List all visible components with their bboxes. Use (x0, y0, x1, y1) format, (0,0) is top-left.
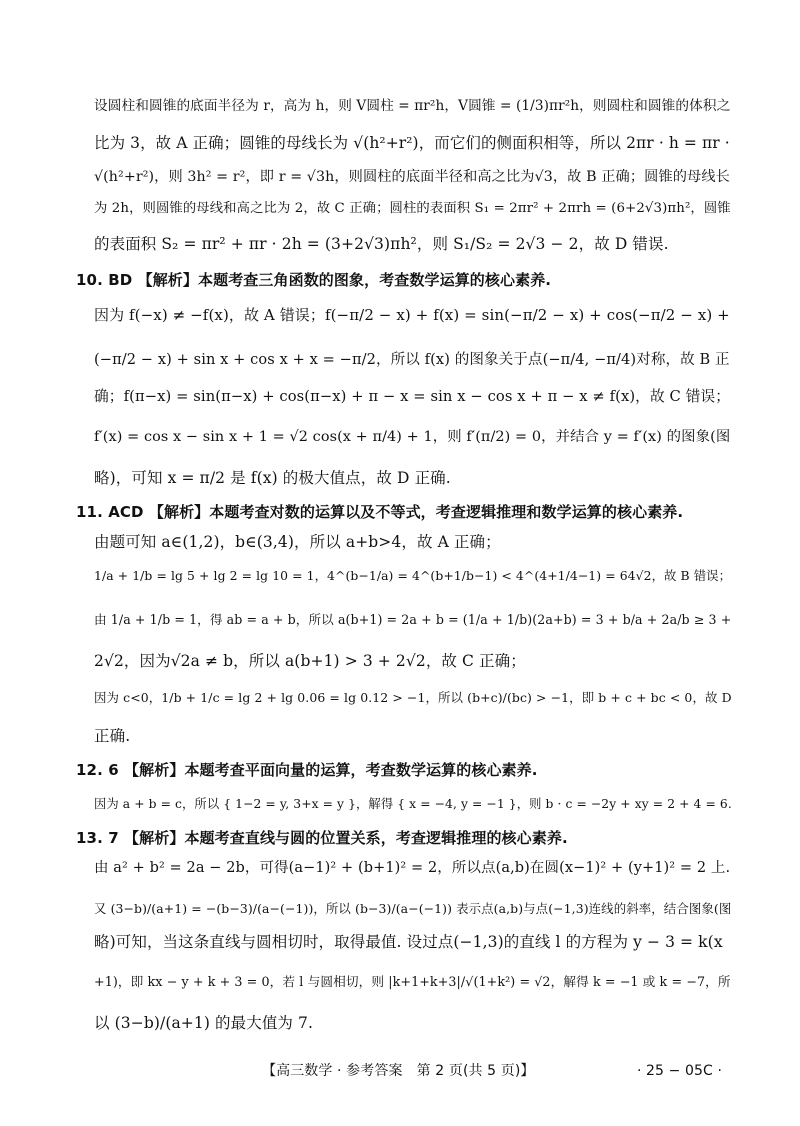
q11-line-4: 2√2，因为√2a ≠ b，所以 a(b+1) > 3 + 2√2，故 C 正确； (94, 652, 526, 670)
q13-line-1: 由 a² + b² = 2a − 2b，可得(a−1)² + (b+1)² = 2，所以点(a,b)在圆(x−1)² + (y+1)² = 2 上. (94, 860, 731, 876)
q13-line-3: 略)可知，当这条直线与圆相切时，取得最值. 设过点(−1,3)的直线 l 的方程为 y − 3 = k(x (94, 933, 723, 951)
top-line-2: 比为 3，故 A 正确；圆锥的母线长为 √(h²+r²)，而它们的侧面积相等，所以 2πr · h = πr · (94, 134, 730, 152)
q10-line-3: 确；f(π−x) = sin(π−x) + cos(π−x) + π − x = sin x − cos x + π − x ≠ f(x)，故 C 错误； (94, 388, 730, 405)
q13-line-2: 又 (3−b)/(a+1) = −(b−3)/(a−(−1))，所以 (b−3)/(a−(−1)) 表示点(a,b)与点(−1,3)连线的斜率，结合图象(图 (94, 901, 732, 916)
q12-heading: 12. 6 【解析】本题考查平面向量的运算，考查数学运算的核心素养. (76, 761, 538, 779)
q11-line-5: 因为 c<0，1/b + 1/c = lg 2 + lg 0.06 = lg 0.12 > −1，所以 (b+c)/(bc) > −1，即 b + c + bc < 0，故 D (94, 690, 732, 705)
q10-line-2: (−π/2 − x) + sin x + cos x + x = −π/2，所以 f(x) 的图象关于点(−π/4, −π/4)对称，故 B 正 (94, 351, 730, 368)
q11-line-3: 由 1/a + 1/b = 1，得 ab = a + b，所以 a(b+1) = 2a + b = (1/a + 1/b)(2a+b) = 3 + b/a + 2a/b ≥ 3 + (94, 612, 732, 627)
footer-page-info: 【高三数学 · 参考答案 第 2 页(共 5 页)】 (262, 1063, 535, 1079)
q13-line-5: 以 (3−b)/(a+1) 的最大值为 7. (94, 1014, 314, 1032)
q11-line-2: 1/a + 1/b = lg 5 + lg 2 = lg 10 = 1，4^(b−1/a) = 4^(b+1/b−1) < 4^(4+1/4−1) = 64√2，故 B 错误； (94, 569, 732, 583)
top-line-4: 为 2h，则圆锥的母线和高之比为 2，故 C 正确；圆柱的表面积 S₁ = 2πr² + 2πrh = (6+2√3)πh²，圆锥 (94, 201, 731, 216)
q11-line-1: 由题可知 a∈(1,2)，b∈(3,4)，所以 a+b>4，故 A 正确； (94, 533, 501, 551)
q13-heading: 13. 7 【解析】本题考查直线与圆的位置关系，考查逻辑推理的核心素养. (76, 829, 568, 847)
q13-line-4: +1)，即 kx − y + k + 3 = 0，若 l 与圆相切，则 |k+1+k+3|/√(1+k²) = √2，解得 k = −1 或 k = −7，所 (94, 974, 731, 989)
footer-code: · 25 − 05C · (636, 1063, 722, 1079)
q10-heading: 10. BD 【解析】本题考查三角函数的图象，考查数学运算的核心素养. (76, 271, 552, 289)
q12-line-1: 因为 a + b = c，所以 { 1−2 = y, 3+x = y }，解得 { x = −4, y = −1 }，则 b · c = −2y + xy = 2 + 4 = 6. (94, 797, 732, 811)
q10-line-4: f′(x) = cos x − sin x + 1 = √2 cos(x + π/4) + 1，则 f′(π/2) = 0，并结合 y = f′(x) 的图象(图 (94, 429, 731, 445)
top-line-5: 的表面积 S₂ = πr² + πr · 2h = (3+2√3)πh²，则 S₁/S₂ = 2√3 − 2，故 D 错误. (94, 235, 669, 253)
top-line-1: 设圆柱和圆锥的底面半径为 r，高为 h，则 V圆柱 = πr²h，V圆锥 = (1/3)πr²h，则圆柱和圆锥的体积之 (94, 98, 731, 114)
q11-line-6: 正确. (94, 727, 131, 745)
top-line-3: √(h²+r²)，则 3h² = r²，即 r = √3h，则圆柱的底面半径和高之比为√3，故 B 正确；圆锥的母线长 (94, 169, 730, 185)
q11-heading: 11. ACD 【解析】本题考查对数的运算以及不等式，考查逻辑推理和数学运算的核心素养. (76, 503, 684, 521)
q10-line-5: 略)，可知 x = π/2 是 f(x) 的极大值点，故 D 正确. (94, 469, 451, 487)
q10-line-1: 因为 f(−x) ≠ −f(x)，故 A 错误；f(−π/2 − x) + f(x) = sin(−π/2 − x) + cos(−π/2 − x) + (94, 306, 730, 324)
